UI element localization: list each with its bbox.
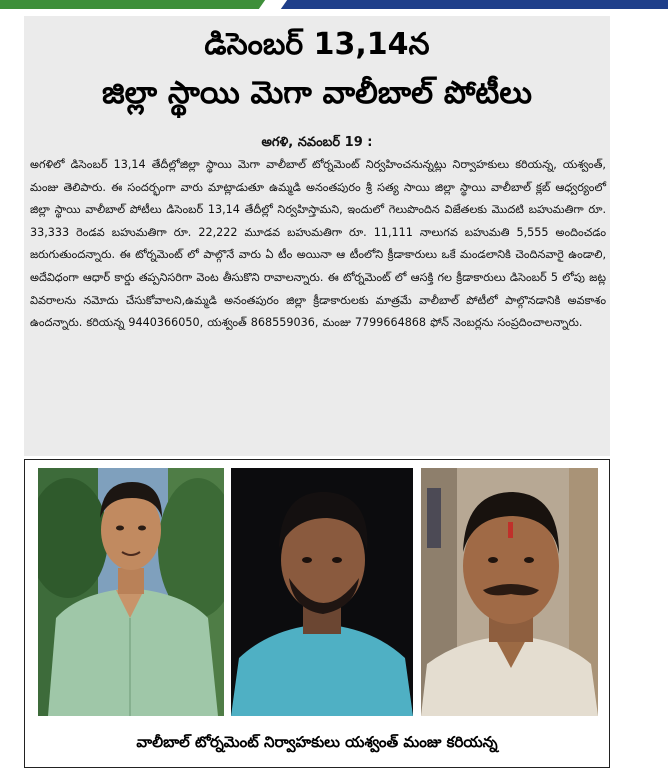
portrait-man-mustache-icon bbox=[421, 468, 598, 716]
photo-organizer-1 bbox=[38, 468, 224, 716]
photo-caption: వాలీబాల్ టోర్నమెంట్ నిర్వాహకులు యశ్వంత్ మంజు కరియన్న bbox=[136, 733, 498, 751]
news-article bbox=[24, 16, 610, 456]
headline bbox=[24, 22, 610, 118]
portrait-young-man-green-shirt-icon bbox=[38, 468, 224, 716]
headline-line-2: జిల్లా స్థాయి మెగా వాలీబాల్ పోటీలు bbox=[101, 75, 533, 111]
photo-organizer-3 bbox=[421, 468, 598, 716]
headline-line-1: డిసెంబర్ 13,14న bbox=[204, 27, 430, 62]
top-color-bar bbox=[0, 0, 668, 11]
top-bar-blue-segment bbox=[276, 0, 668, 9]
photo-organizer-2 bbox=[231, 468, 413, 716]
article-body: అగళిలో డిసెంబర్ 13,14 తేదీల్లోజిల్లా స్థాయి మెగా వాలీబాల్ టోర్నమెంట్ నిర్వహించనున్నట్లు నిర్వాహకులు కరియన్న, యశ్వంత్, మంజు తెలిపారు. ఈ సందర్భంగా వారు మాట్లాడుతూ ఉమ్మడి అనంతపురం శ్రీ సత్య సాయి జిల్లా స్థాయి వాలీబాల్ క్లబ్ ఆధ్వర్యంలో జిల్లా స్థాయి వాలీబాల్ పోటీలు డిసెంబర్ 13,14 తేదీల్లో నిర్వహిస్తామని, ఇందులో గెలుపొందిన విజేతలకు మొదటి బహుమతిగా రూ. 33,333 రెండవ బహుమతిగా రూ. 22,222 మూడవ బహుమతిగా రూ. 11,111 నాలుగవ బహుమతి 5,555 అందించడం జరుగుతుందన్నారు. ఈ టోర్నమెంట్ లో పాల్గొనే వారు ఏ టీం అయినా ఆ టీంలోని క్రీడాకారులు ఒకే మండలానికి చెందినవారై ఉండాలి, అదేవిధంగా ఆధార్ కార్డు తప్పనిసరిగా వెంట తీసుకొని రావాలన్నారు. ఈ టోర్నమెంట్ లో ఆసక్తి గల క్రీడాకారులు డిసెంబర్ 5 లోపు జట్ల వివరాలను నమోదు చేసుకోవాలని,ఉమ్మడి అనంతపురం జిల్లా క్రీడాకారులకు మాత్రమే వాలీబాల్ పోటీలో పాల్గొనడానికి అవకాశం ఉందన్నారు. కరియన్న 9440366050, యశ్వంత్ 868559036, మంజు 7799664868 ఫోన్ నెంబర్లను సంప్రదించాలన్నారు. bbox=[30, 158, 606, 330]
top-bar-green-segment bbox=[0, 0, 270, 9]
portrait-young-man-beard-icon bbox=[231, 468, 413, 716]
dateline: అగళి, నవంబర్ 19 : bbox=[261, 135, 373, 150]
photo-panel bbox=[24, 459, 610, 768]
